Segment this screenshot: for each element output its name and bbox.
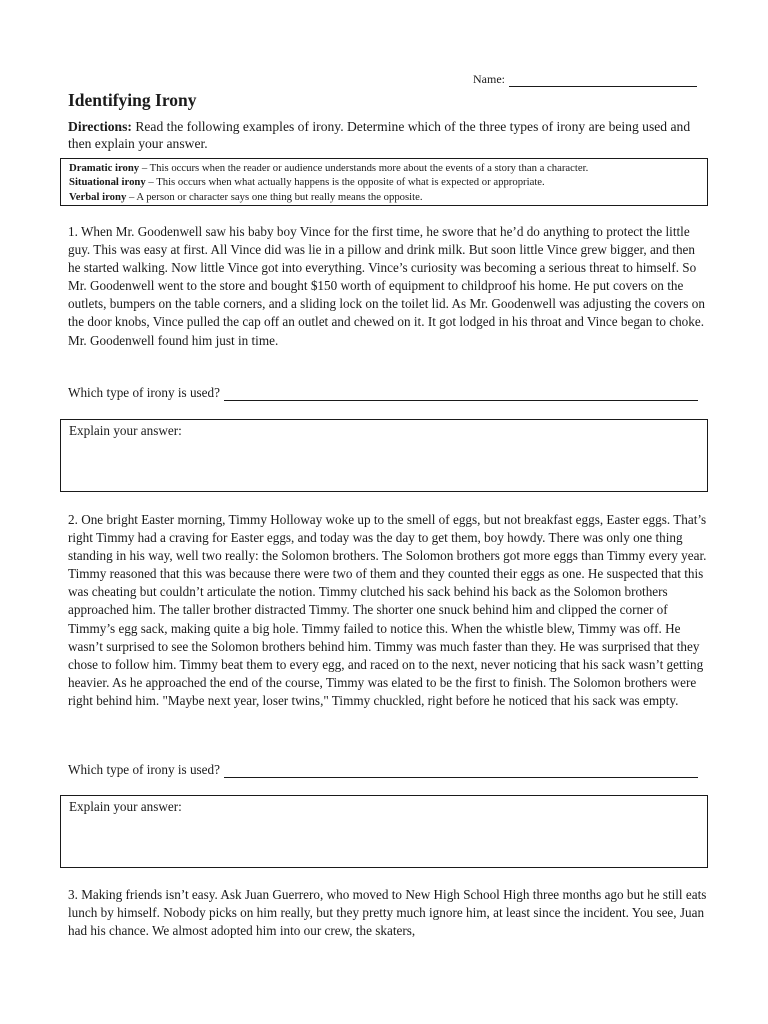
definition-text: – This occurs when the reader or audience understands more about the events of a story than a character. xyxy=(139,162,589,174)
definition-term: Dramatic irony xyxy=(69,162,140,174)
explain-box-1[interactable] xyxy=(60,419,708,492)
answer-line-2[interactable] xyxy=(224,765,698,778)
definition-verbal xyxy=(69,190,707,204)
question-2 xyxy=(68,762,698,778)
definition-dramatic xyxy=(69,161,707,175)
explain-label: Explain your answer: xyxy=(69,799,182,814)
name-label: Name: xyxy=(473,72,505,86)
definition-text: – A person or character says one thing but really means the opposite. xyxy=(126,190,423,203)
question-label: Which type of irony is used? xyxy=(68,762,220,777)
definition-text: – This occurs when what actually happens is the opposite of what is expected or appropriate. xyxy=(145,176,545,189)
definition-situational xyxy=(69,175,707,189)
question-1 xyxy=(68,385,698,401)
definition-term: Situational irony xyxy=(69,176,146,189)
explain-box-2[interactable] xyxy=(60,795,708,868)
irony-definitions-box xyxy=(60,158,708,206)
definition-term: Verbal irony xyxy=(69,190,127,203)
explain-label: Explain your answer: xyxy=(69,423,182,438)
name-blank-line[interactable] xyxy=(509,75,697,87)
passage-2: 2. One bright Easter morning, Timmy Holloway woke up to the smell of eggs, but not breakfast eggs, Easter eggs. That’s right Timmy had a craving for Easter eggs, and today was the day to get them, boy howdy. There was only one thing standing in his way, well two really: the Solomon brothers. The Solomon brothers got more eggs than Timmy every year. Timmy reasoned that this was because there were two of them and they counted their eggs as one. He suspected that this was cheating but couldn’t articulate the notion. Timmy clutched his sack behind his back as the Solomon brothers approached him. The taller brother distracted Timmy. The shorter one snuck behind him and clipped the corner of Timmy’s egg sack, making quite a big hole. Timmy failed to notice this. When the whistle blew, Timmy was off. He wasn’t surprised to see the Solomon brothers behind him. Timmy was much faster than they. He was surprised that they chose to follow him. Timmy beat them to every egg, and raced on to the next, never noticing that his sack wasn’t getting heavier. As he approached the end of the course, Timmy was elated to be the first to finish. The Solomon brothers were right behind him. "Maybe next year, loser twins," Timmy chuckled, right before he noticed that his sack was empty. xyxy=(68,512,707,708)
answer-line-1[interactable] xyxy=(224,388,698,401)
directions-text: Read the following examples of irony. Determine which of the three types of irony are being used and then explain your answer. xyxy=(68,119,691,151)
passage-3: 3. Making friends isn’t easy. Ask Juan Guerrero, who moved to New High School High three months ago but he still eats lunch by himself. Nobody picks on him really, but they pretty much ignore him, at least since the incident. You see, Juan had his chance. We almost adopted him into our crew, the skaters, xyxy=(68,887,707,939)
directions-label: Directions: xyxy=(68,119,132,134)
passage-1: 1. When Mr. Goodenwell saw his baby boy Vince for the first time, he swore that he’d do anything to protect the little guy. This was easy at first. All Vince did was lie in a pillow and drink milk. But soon little Vince grew bigger, and then he started walking. Now little Vince got into everything. Vince’s curiosity was becoming a serious threat to himself. So Mr. Goodenwell went to the store and bought $150 worth of equipment to childproof his home. He put covers on the outlets, bumpers on the table corners, and a sliding lock on the toilet lid. As Mr. Goodenwell was adjusting the covers on the door knobs, Vince pulled the cap off an outlet and chewed on it. It got lodged in his throat and Vince began to choke. Mr. Goodenwell found him just in time. xyxy=(68,224,705,348)
name-field[interactable] xyxy=(473,72,697,87)
directions xyxy=(68,118,700,152)
page-title: Identifying Irony xyxy=(68,90,197,110)
question-label: Which type of irony is used? xyxy=(68,385,220,400)
